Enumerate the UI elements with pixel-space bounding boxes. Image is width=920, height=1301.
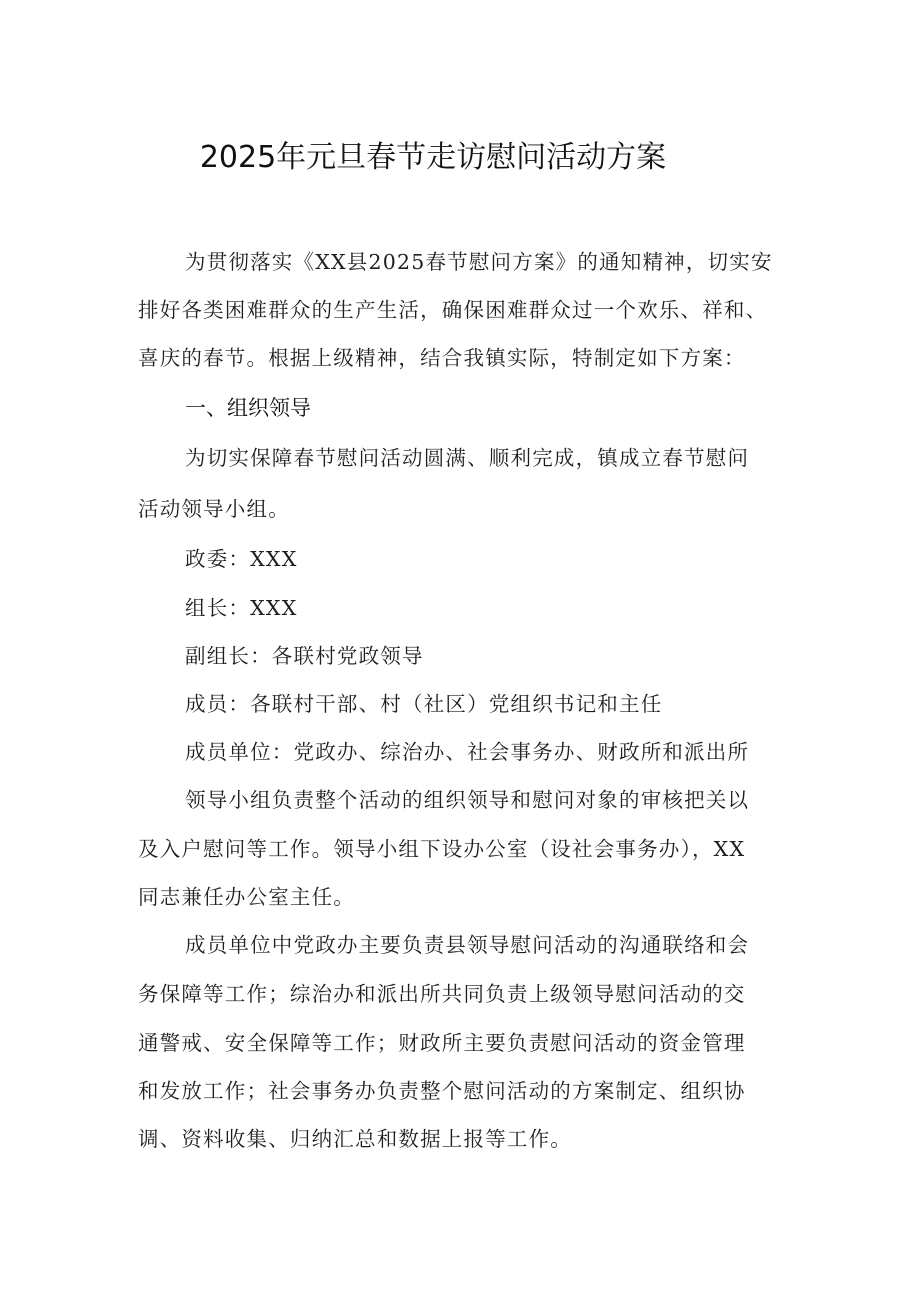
para3-line-2: 务保障等工作；综治办和派出所共同负责上级领导慰问活动的交: [138, 982, 746, 1006]
para1-line-1: 为切实保障春节慰问活动圆满、顺利完成，镇成立春节慰问: [185, 446, 750, 470]
para2-line-3: 同志兼任办公室主任。: [138, 885, 355, 909]
para2-line-1: 领导小组负责整个活动的组织领导和慰问对象的审核把关以: [185, 788, 750, 812]
para3-line-3: 通警戒、安全保障等工作；财政所主要负责慰问活动的资金管理: [138, 1031, 746, 1055]
zhengwei-line: 政委：XXX: [185, 547, 298, 571]
intro-line-2: 排好各类困难群众的生产生活，确保困难群众过一个欢乐、祥和、: [138, 298, 768, 322]
para2-line-2: 及入户慰问等工作。领导小组下设办公室（设社会事务办），XX: [138, 837, 746, 861]
fuzuzhang-line: 副组长：各联村党政领导: [185, 644, 424, 668]
para3-line-5: 调、资料收集、归纳汇总和数据上报等工作。: [138, 1127, 572, 1151]
zuzhang-line: 组长：XXX: [185, 596, 298, 620]
para3-line-4: 和发放工作；社会事务办负责整个慰问活动的方案制定、组织协: [138, 1079, 746, 1103]
section-heading: 一、组织领导: [185, 396, 311, 420]
chengyuan-danwei-line: 成员单位：党政办、综治办、社会事务办、财政所和派出所: [185, 740, 750, 764]
para1-line-2: 活动领导小组。: [138, 497, 290, 521]
intro-line-1: 为贯彻落实《XX县2025春节慰问方案》的通知精神，切实安: [185, 250, 773, 274]
chengyuan-line: 成员：各联村干部、村（社区）党组织书记和主任: [185, 692, 663, 716]
intro-line-3: 喜庆的春节。根据上级精神，结合我镇实际，特制定如下方案：: [138, 346, 746, 370]
para3-line-1: 成员单位中党政办主要负责县领导慰问活动的沟通联络和会: [185, 933, 750, 957]
document-title: 2025年元旦春节走访慰问活动方案: [199, 140, 667, 175]
